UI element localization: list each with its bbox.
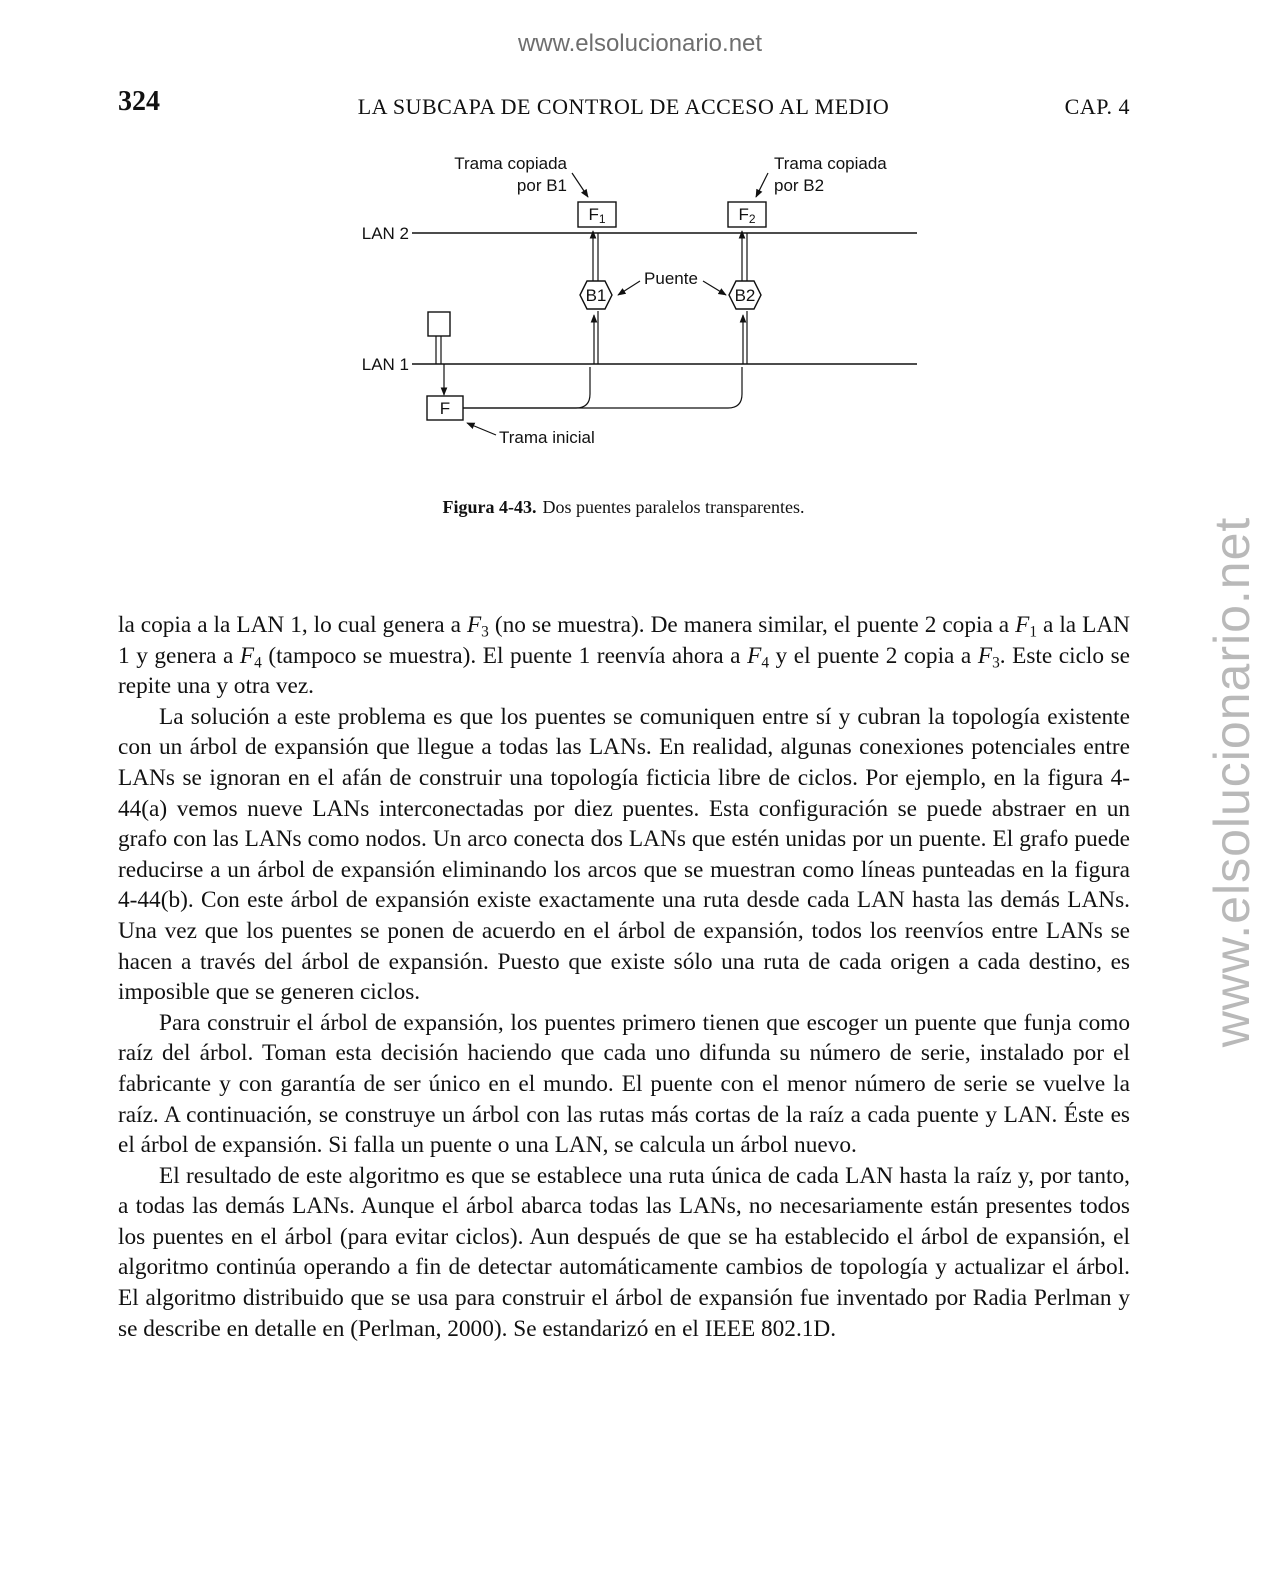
station-box (428, 312, 450, 336)
caption-number: Figura 4-43. (442, 497, 537, 517)
figure-4-43 (340, 145, 940, 460)
frame-f2-label: F2 (738, 205, 756, 226)
paragraph-1: la copia a la LAN 1, lo cual genera a $F_3$ (no se muestra). De manera similar, el puente 2 copia a $F_1$ a la LAN 1 y genera a $F_4$ (tampoco se muestra). El puente 1 reenvía ahora a $F_4$ y el puente 2 copia a $F_3$. Este ciclo se repite una y otra vez. (118, 612, 1131, 700)
watermark-side: www.elsolucionario.net (1204, 516, 1260, 1048)
figure-diagram (340, 145, 940, 460)
copied-b1-leader (572, 173, 588, 197)
p1-segment-f: . Este ciclo se repite una y otra vez. (118, 642, 1131, 700)
bridge-leader-b1 (618, 281, 640, 295)
frame-f1-label: F1 (588, 205, 606, 226)
lan1-label: LAN 1 (361, 355, 409, 374)
p1-segment-c: a la LAN 1 y genera a (118, 612, 1130, 669)
p1-segment-e: y el puente 2 copia a (769, 642, 978, 669)
bridge-b1-label: B1 (585, 286, 607, 305)
bridge-caption-label: Puente (644, 269, 698, 288)
p1-segment-a: la copia a la LAN 1, lo cual genera a (118, 612, 467, 638)
copied-b1-label-line1: Trama copiada (454, 154, 567, 173)
copied-b2-label-line2: por B2 (774, 176, 825, 195)
path-f-to-b2 (463, 367, 742, 408)
body-text (118, 610, 1130, 1344)
initial-frame-label: Trama inicial (499, 428, 595, 447)
chapter-label: CAP. 4 (1064, 94, 1130, 119)
running-title: LA SUBCAPA DE CONTROL DE ACCESO AL MEDIO (357, 94, 890, 119)
copied-b2-leader (756, 173, 768, 197)
frame-f-label: F (439, 399, 451, 418)
lan2-label: LAN 2 (361, 224, 409, 243)
bridge-b2-label: B2 (734, 286, 756, 305)
copied-b2-label-line1: Trama copiada (774, 154, 887, 173)
watermark-top: www.elsolucionario.net (517, 30, 763, 57)
paragraph-4: El resultado de este algoritmo es que se establece una ruta única de cada LAN hasta la raíz y, por tanto, a todas las demás LANs. Aunque el árbol abarca todas las LANs, no necesariamente están presentes todos los puentes en el árbol (para evitar ciclos). Aun después de que se ha establecido el árbol de expansión, el algoritmo continúa operando a fin de detectar automáticamente cambios de topología y actualizar el árbol. El algoritmo distribuido que se usa para construir el árbol de expansión fue inventado por Radia Perlman y se describe en detalle en (Perlman, 2000). Se estandarizó en el IEEE 802.1D. (118, 1162, 1130, 1342)
p1-segment-b: (no se muestra). De manera similar, el puente 2 copia a (488, 612, 1016, 638)
p1-segment-d: (tampoco se muestra). El puente 1 reenvía ahora a (261, 642, 748, 669)
page-number: 324 (118, 86, 160, 117)
caption-text: Dos puentes paralelos transparentes. (542, 497, 805, 517)
copied-b1-label-line2: por B1 (516, 176, 567, 195)
initial-frame-leader (467, 423, 496, 435)
figure-caption (0, 497, 1247, 518)
paragraph-3: Para construir el árbol de expansión, los puentes primero tienen que escoger un puente que funja como raíz del árbol. Toman esta decisión haciendo que cada uno difunda su número de serie, instalado por el fabricante y con garantía de ser único en el mundo. El puente con el menor número de serie se vuelve la raíz. A continuación, se construye un árbol con las rutas más cortas de la raíz a cada puente y LAN. Éste es el árbol de expansión. Si falla un puente o una LAN, se calcula un árbol nuevo. (118, 1009, 1130, 1159)
bridge-leader-b2 (703, 281, 726, 295)
paragraph-2: La solución a este problema es que los puentes se comuniquen entre sí y cubran la topología existente con un árbol de expansión que llegue a todas las LANs. En realidad, algunas conexiones potenciales entre LANs se ignoran en el afán de construir una topología ficticia libre de ciclos. Por ejemplo, en la figura 4-44(a) vemos nueve LANs interconectadas por diez puentes. Esta configuración se puede abstraer en un grafo con las LANs como nodos. Un arco conecta dos LANs que estén unidas por un puente. El grafo puede reducirse a un árbol de expansión eliminando los arcos que se muestran como líneas punteadas en la figura 4-44(b). Con este árbol de expansión existe exactamente una ruta desde cada LAN hasta las demás LANs. Una vez que los puentes se ponen de acuerdo en el árbol de expansión, todos los reenvíos entre LANs se hacen a través del árbol de expansión. Puesto que existe sólo una ruta de cada origen a cada destino, es imposible que se generen ciclos. (118, 703, 1130, 1006)
path-f-to-b1 (463, 367, 590, 408)
